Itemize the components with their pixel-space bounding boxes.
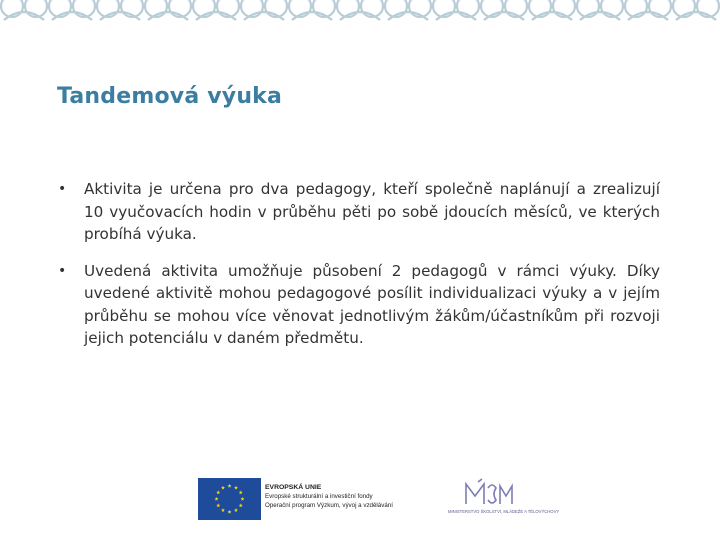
ornament-arc [148,12,188,20]
ornament-arc [532,12,572,20]
ornament-arc [388,12,428,20]
msmt-logo [448,478,560,522]
ornament-arc [628,12,668,20]
ornament-arc [4,12,44,20]
ornament-arc [340,12,380,20]
bullet-list [58,178,660,364]
slide-title: Tandemová výuka [57,84,283,109]
bullet-text: Aktivita je určena pro dva pedagogy, kteří společně naplánují a zrealizují 10 vyučovacích hodin v průběhu pěti po sobě jdoucích měsíců, ve kterých probíhá výuka. [84,180,660,243]
ornament-arc [292,12,332,20]
bullet-item [58,178,660,246]
msmt-label: MINISTERSTVO ŠKOLSTVÍ, MLÁDEŽE A TĚLOVÝCHOVY [448,509,560,514]
msmt-emblem-icon [448,478,532,508]
ornament-arc [676,12,716,20]
eu-flag-icon [198,478,261,520]
eu-funding-text [265,483,445,510]
ornament-arc [580,12,620,20]
ornament-arc [100,12,140,20]
ornament-arc [484,12,524,20]
funding-footer [198,478,560,522]
ornament-arc [52,12,92,20]
bullet-text: Uvedená aktivita umožňuje působení 2 pedagogů v rámci výuky. Díky uvedené aktivitě mohou pedagogové posílit individualizaci výuky a v jejím průběhu se mohou více věnovat jednotlivým žákům/účastníkům při rozvoji jejich potenciálu v daném předmětu. [84,261,660,347]
bullet-marker: • [58,262,67,279]
ornament-arc [436,12,476,20]
bullet-item [58,260,660,350]
header-ornament [0,0,720,26]
bullet-marker: • [58,181,67,197]
ornament-arc [196,12,236,20]
eu-funds-line: Evropské strukturální a investiční fondy [265,493,373,500]
eu-program-line: Operační program Výzkum, vývoj a vzdělávání [265,502,393,509]
eu-title: EVROPSKÁ UNIE [265,484,322,491]
ornament-arc [244,12,284,20]
